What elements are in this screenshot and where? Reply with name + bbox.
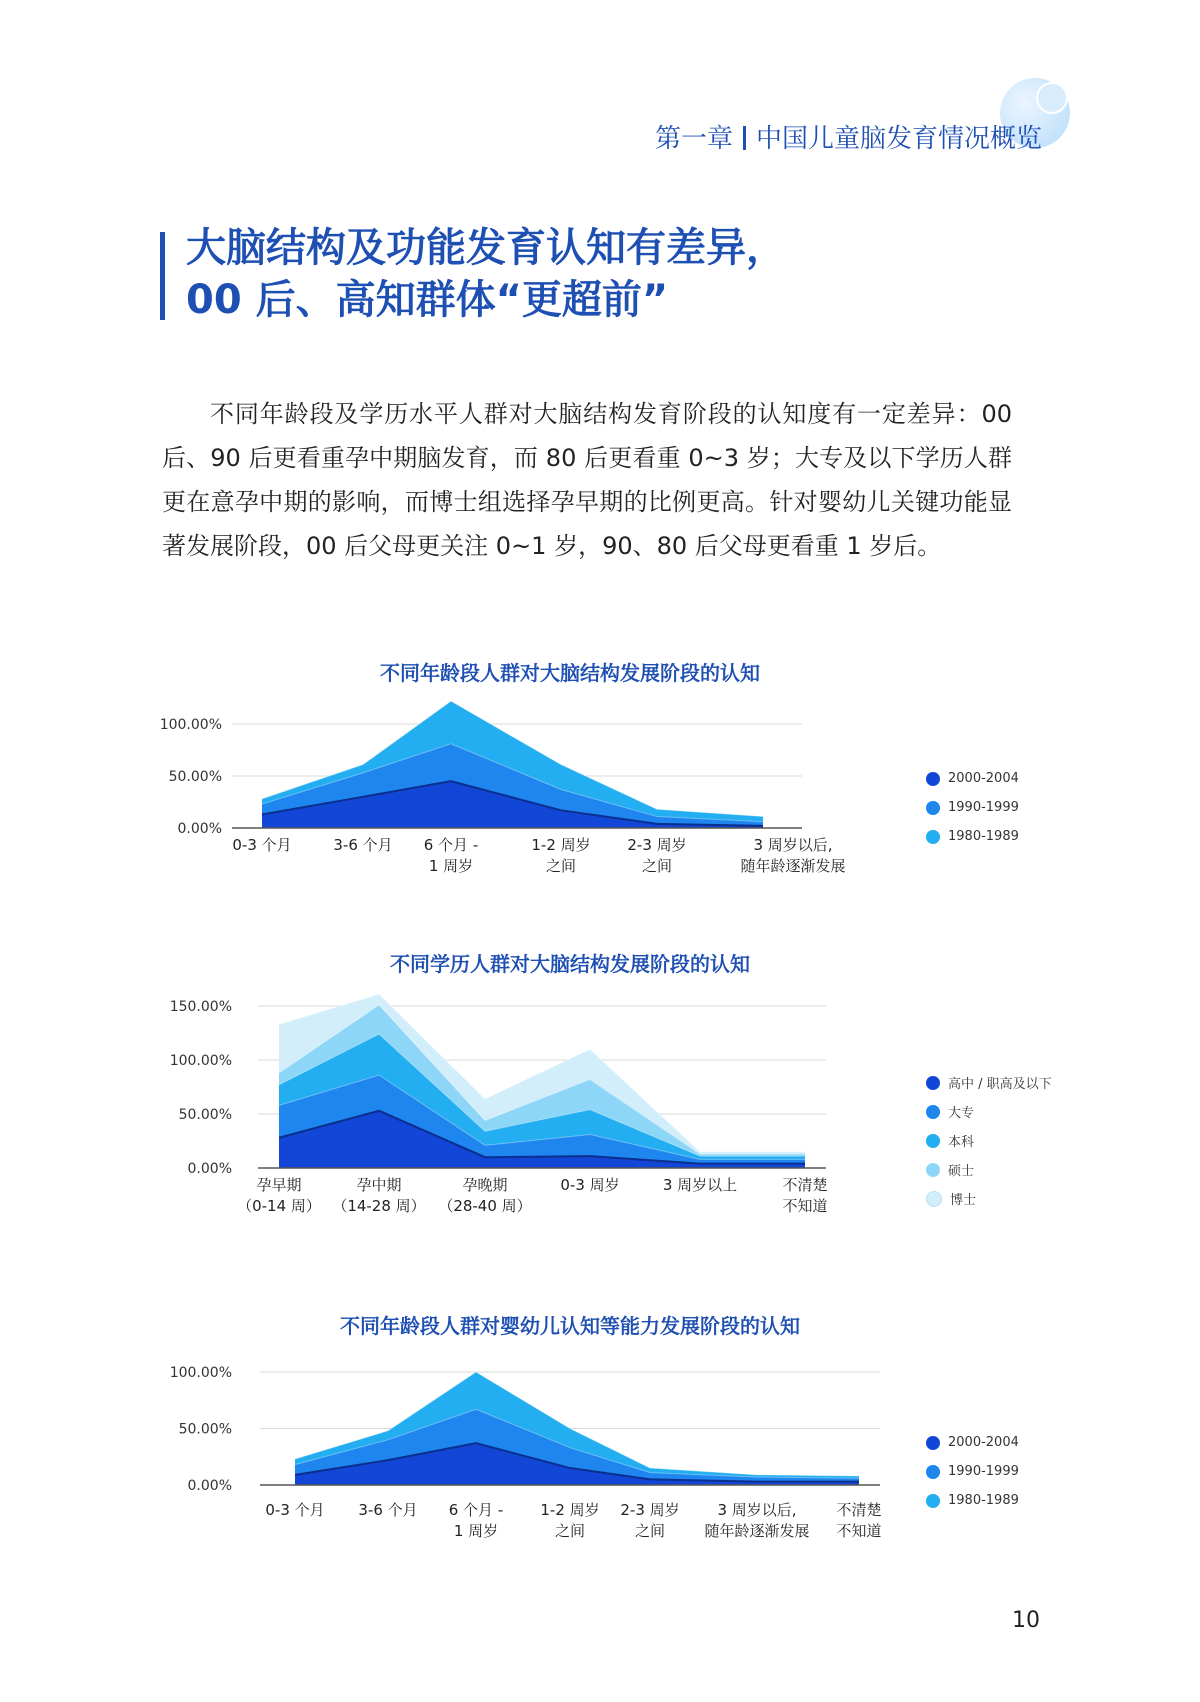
x-tick-label: 随年龄逐渐发展 [740, 857, 846, 875]
legend-item [926, 1486, 1019, 1515]
x-tick-label: 1-2 周岁 [531, 836, 591, 854]
x-tick-label: 6 个月 - [448, 1501, 504, 1519]
legend-label: 1980-1989 [948, 829, 1019, 844]
legend-label: 1980-1989 [948, 1493, 1019, 1508]
legend-item [926, 1126, 1052, 1155]
chapter-label: 第一章 [655, 124, 734, 154]
x-tick-label: 1 周岁 [453, 1522, 499, 1540]
x-tick-label: 不清楚 [836, 1501, 882, 1519]
title-accent-bar [160, 232, 165, 320]
legend-item [926, 1097, 1052, 1126]
chart3-title: 不同年龄段人群对婴幼儿认知等能力发展阶段的认知 [340, 1314, 800, 1338]
legend-label: 1990-1999 [948, 1464, 1019, 1479]
legend-label: 2000-2004 [948, 771, 1019, 786]
x-tick-label: 0-3 个月 [265, 1501, 325, 1519]
legend-label: 博士 [950, 1193, 977, 1208]
legend-swatch [926, 772, 940, 786]
legend-swatch [926, 1494, 940, 1508]
y-tick-label: 0.00% [187, 1161, 232, 1177]
chapter-separator [743, 126, 746, 150]
chart3-legend [926, 1428, 1019, 1515]
y-tick-label: 100.00% [169, 1053, 232, 1069]
body-paragraph: 不同年龄段及学历水平人群对大脑结构发育阶段的认知度有一定差异：00 后、90 后更看重孕中期脑发育，而 80 后更看重 0~3 岁；大专及以下学历人群更在意孕中期的影响，而博士组选择孕早期的比例更高。针对婴幼儿关键功能显著发展阶段，00 后父母更关注 0~1 岁，90、80 后父母更看重 1 岁后。 [162, 400, 1012, 560]
section-title [186, 222, 786, 326]
x-tick-label: 2-3 周岁 [627, 836, 687, 854]
y-tick-label: 150.00% [169, 999, 232, 1015]
x-tick-label: 不清楚 [782, 1176, 828, 1194]
x-tick-label: 3-6 个月 [333, 836, 393, 854]
x-tick-label: （14-28 周） [332, 1197, 426, 1215]
x-tick-label: 之间 [554, 1522, 586, 1540]
x-tick-label: 之间 [545, 857, 577, 875]
x-tick-label: 之间 [641, 857, 673, 875]
chart1-title: 不同年龄段人群对大脑结构发展阶段的认知 [380, 661, 760, 685]
y-tick-label: 100.00% [169, 1365, 232, 1381]
legend-swatch [926, 1436, 940, 1450]
legend-label: 本科 [948, 1135, 975, 1150]
header-decoration-small [1036, 82, 1068, 114]
y-tick-label: 0.00% [187, 1478, 232, 1494]
legend-swatch [926, 801, 940, 815]
y-tick-label: 100.00% [159, 717, 222, 733]
section-title-line2: 00 后、高知群体“更超前” [186, 277, 669, 323]
legend-label: 大专 [948, 1106, 975, 1121]
y-tick-label: 50.00% [178, 1421, 232, 1438]
chapter-header [655, 118, 1042, 155]
y-tick-label: 50.00% [178, 1107, 232, 1123]
x-tick-label: 0-3 个月 [232, 836, 292, 854]
legend-item [926, 822, 1019, 851]
x-tick-label: 不知道 [782, 1197, 828, 1215]
legend-item [926, 1068, 1052, 1097]
legend-swatch [926, 1191, 942, 1207]
x-tick-label: 3 周岁以后, [753, 836, 833, 854]
legend-item [926, 764, 1019, 793]
x-tick-label: 1-2 周岁 [540, 1501, 600, 1519]
section-title-line1: 大脑结构及功能发育认知有差异， [186, 225, 786, 271]
x-tick-label: 孕晚期 [462, 1176, 508, 1194]
legend-swatch [926, 830, 940, 844]
legend-item [926, 1155, 1052, 1184]
legend-item [926, 1184, 1052, 1213]
legend-item [926, 1457, 1019, 1486]
x-tick-label: 1 周岁 [428, 857, 474, 875]
x-tick-label: 2-3 周岁 [620, 1501, 680, 1519]
legend-swatch [926, 1076, 940, 1090]
page-number: 10 [1012, 1608, 1040, 1633]
chart2-legend [926, 1068, 1052, 1213]
legend-item [926, 793, 1019, 822]
chapter-title: 中国儿童脑发育情况概览 [756, 124, 1043, 154]
x-tick-label: 随年龄逐渐发展 [704, 1522, 810, 1540]
legend-item [926, 1428, 1019, 1457]
legend-label: 高中 / 职高及以下 [948, 1077, 1052, 1092]
legend-swatch [926, 1134, 940, 1148]
legend-swatch [926, 1465, 940, 1479]
x-tick-label: （0-14 周） [237, 1197, 321, 1215]
legend-label: 硕士 [948, 1164, 975, 1179]
body-text [162, 392, 1012, 568]
chart1-legend [926, 764, 1019, 851]
x-tick-label: 孕早期 [256, 1176, 302, 1194]
legend-swatch [926, 1163, 940, 1177]
chart1-area-chart [0, 700, 1200, 910]
x-tick-label: 6 个月 - [423, 836, 479, 854]
legend-swatch [926, 1105, 940, 1119]
x-tick-label: 之间 [634, 1522, 666, 1540]
x-tick-label: 3 周岁以上 [662, 1176, 738, 1194]
x-tick-label: 3-6 个月 [358, 1501, 418, 1519]
legend-label: 2000-2004 [948, 1435, 1019, 1450]
chart2-title: 不同学历人群对大脑结构发展阶段的认知 [390, 952, 750, 976]
y-tick-label: 50.00% [168, 769, 222, 785]
x-tick-label: 孕中期 [356, 1176, 402, 1194]
x-tick-label: 0-3 周岁 [560, 1176, 620, 1194]
chart3-area-chart [0, 1352, 1200, 1572]
x-tick-label: （28-40 周） [438, 1197, 532, 1215]
x-tick-label: 3 周岁以后, [717, 1501, 797, 1519]
x-tick-label: 不知道 [836, 1522, 882, 1540]
y-tick-label: 0.00% [177, 821, 222, 837]
legend-label: 1990-1999 [948, 800, 1019, 815]
